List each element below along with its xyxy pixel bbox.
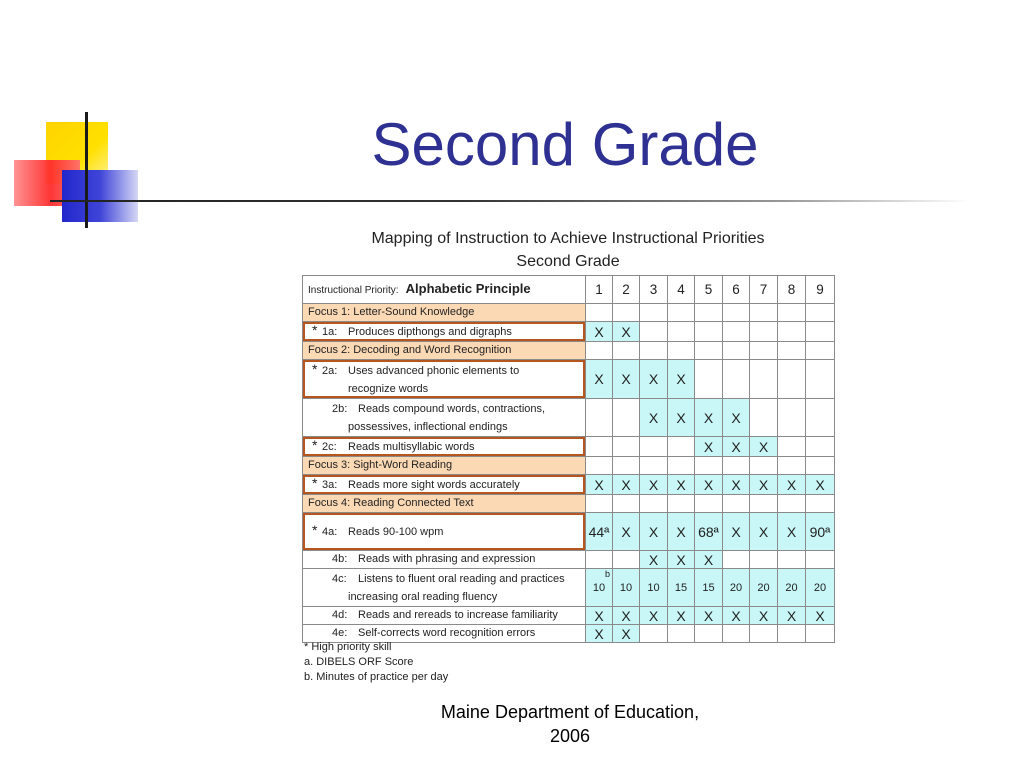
mapping-mark: X (723, 399, 750, 437)
empty-cell (668, 322, 695, 342)
empty-cell (778, 304, 806, 322)
mapping-mark: X (695, 607, 723, 625)
empty-cell (750, 322, 778, 342)
focus-row (303, 457, 835, 475)
mapping-mark: X (668, 551, 695, 569)
score-cell: 20 (750, 569, 778, 607)
empty-cell (723, 495, 750, 513)
mapping-mark: X (695, 551, 723, 569)
header-label: Instructional Priority: (308, 285, 399, 296)
empty-cell (806, 342, 835, 360)
focus-label: Focus 2: Decoding and Word Recognition (303, 342, 586, 360)
skill-label (303, 513, 586, 551)
skill-code: 3a: (322, 479, 338, 491)
skill-label (303, 475, 586, 495)
skill-label (303, 399, 586, 437)
mapping-mark: X (640, 513, 668, 551)
empty-cell (695, 457, 723, 475)
empty-cell (750, 551, 778, 569)
skill-label (303, 551, 586, 569)
mapping-mark: X (613, 360, 640, 399)
empty-cell (806, 625, 835, 643)
skill-row (303, 475, 835, 495)
score-cell: 15 (695, 569, 723, 607)
empty-cell (723, 342, 750, 360)
score-cell: 10 (640, 569, 668, 607)
mapping-mark: X (613, 322, 640, 342)
mapping-mark: X (723, 513, 750, 551)
mapping-mark: X (668, 399, 695, 437)
empty-cell (695, 304, 723, 322)
focus-label: Focus 3: Sight-Word Reading (303, 457, 586, 475)
logo-vertical-line (85, 112, 88, 228)
mapping-mark: X (723, 475, 750, 495)
credit-line-2: 2006 (549, 726, 591, 746)
empty-cell (640, 495, 668, 513)
mapping-mark: X (750, 475, 778, 495)
empty-cell (586, 495, 613, 513)
mapping-mark: X (613, 513, 640, 551)
empty-cell (640, 322, 668, 342)
figure-title: Mapping of Instruction to Achieve Instructional Priorities (371, 230, 765, 247)
slide-title: Second Grade (371, 111, 759, 178)
empty-cell (668, 437, 695, 457)
focus-row (303, 495, 835, 513)
skill-row (303, 607, 835, 625)
empty-cell (806, 360, 835, 399)
score-cell: 20 (723, 569, 750, 607)
empty-cell (613, 342, 640, 360)
skill-label (303, 607, 586, 625)
mapping-mark: X (723, 437, 750, 457)
header-value: Alphabetic Principle (405, 281, 531, 296)
empty-cell (723, 360, 750, 399)
empty-cell (750, 625, 778, 643)
empty-cell (613, 495, 640, 513)
mapping-mark: X (778, 513, 806, 551)
skill-text: Reads and rereads to increase familiarity (358, 609, 558, 621)
empty-cell (750, 399, 778, 437)
skill-text-continued: possessives, inflectional endings (348, 420, 508, 433)
score-cell: 20 (778, 569, 806, 607)
mapping-mark: X (586, 607, 613, 625)
empty-cell (668, 457, 695, 475)
skill-label (303, 360, 586, 399)
empty-cell (778, 437, 806, 457)
empty-cell (586, 304, 613, 322)
empty-cell (778, 495, 806, 513)
empty-cell (586, 457, 613, 475)
empty-cell (640, 457, 668, 475)
column-header-6: 6 (723, 276, 750, 304)
figure-subtitle: Second Grade (516, 253, 620, 270)
priority-star: * (312, 322, 318, 338)
priority-star: * (312, 361, 318, 377)
empty-cell (695, 625, 723, 643)
footnote-marker: b (604, 569, 610, 579)
empty-cell (586, 551, 613, 569)
empty-cell (640, 342, 668, 360)
score-cell: 10 (613, 569, 640, 607)
score-cell: 20 (806, 569, 835, 607)
mapping-mark: X (640, 399, 668, 437)
mapping-mark: X (586, 322, 613, 342)
empty-cell (806, 457, 835, 475)
skill-text: Reads multisyllabic words (348, 441, 475, 453)
mapping-mark: X (613, 625, 640, 643)
empty-cell (723, 322, 750, 342)
mapping-mark: X (586, 360, 613, 399)
note-dibels: a. DIBELS ORF Score (304, 656, 414, 668)
skill-row (303, 322, 835, 342)
column-header-5: 5 (695, 276, 723, 304)
empty-cell (778, 457, 806, 475)
empty-cell (668, 304, 695, 322)
empty-cell (723, 304, 750, 322)
empty-cell (695, 322, 723, 342)
empty-cell (723, 625, 750, 643)
empty-cell (806, 551, 835, 569)
score-cell: 90ª (806, 513, 835, 551)
skill-text: Produces dipthongs and digraphs (348, 326, 512, 338)
skill-text: Reads with phrasing and expression (358, 553, 536, 565)
skill-label (303, 437, 586, 457)
empty-cell (778, 360, 806, 399)
empty-cell (750, 342, 778, 360)
column-header-1: 1 (586, 276, 613, 304)
figure-notes (304, 640, 448, 685)
skill-row (303, 437, 835, 457)
mapping-mark: X (668, 607, 695, 625)
skill-code: 1a: (322, 326, 338, 338)
empty-cell (668, 495, 695, 513)
skill-text-continued: increasing oral reading fluency (348, 590, 498, 603)
empty-cell (586, 399, 613, 437)
mapping-mark: X (586, 475, 613, 495)
empty-cell (613, 457, 640, 475)
empty-cell (613, 437, 640, 457)
mapping-mark: X (750, 607, 778, 625)
empty-cell (778, 551, 806, 569)
skill-label (303, 322, 586, 342)
skill-text: Reads compound words, contractions, (358, 402, 546, 415)
empty-cell (806, 322, 835, 342)
mapping-mark: X (640, 475, 668, 495)
mapping-mark: X (586, 625, 613, 643)
empty-cell (723, 551, 750, 569)
empty-cell (778, 399, 806, 437)
empty-cell (806, 437, 835, 457)
mapping-mark: X (640, 607, 668, 625)
skill-row (303, 360, 835, 399)
empty-cell (750, 495, 778, 513)
title-underline (50, 200, 970, 202)
mapping-mark: X (613, 475, 640, 495)
skill-code: 2a: (322, 365, 338, 377)
focus-label: Focus 1: Letter-Sound Knowledge (303, 304, 586, 322)
column-header-4: 4 (668, 276, 695, 304)
mapping-mark: X (640, 360, 668, 399)
score-cell: 15 (668, 569, 695, 607)
mapping-mark: X (695, 399, 723, 437)
column-header-2: 2 (613, 276, 640, 304)
skill-text: Reads more sight words accurately (348, 479, 520, 491)
column-header-3: 3 (640, 276, 668, 304)
skill-row (303, 513, 835, 551)
note-high-priority: * High priority skill (304, 641, 392, 653)
score-cell: 10 b (586, 569, 613, 607)
empty-cell (640, 304, 668, 322)
source-credit (400, 700, 740, 748)
score-cell: 68ª (695, 513, 723, 551)
empty-cell (723, 457, 750, 475)
logo-blue-square (62, 170, 138, 222)
credit-line-1: Maine Department of Education, (440, 702, 700, 722)
mapping-mark: X (778, 475, 806, 495)
empty-cell (640, 625, 668, 643)
priority-star: * (312, 522, 318, 538)
empty-cell (668, 625, 695, 643)
empty-cell (695, 495, 723, 513)
header-cell (303, 276, 586, 304)
skill-row (303, 551, 835, 569)
mapping-mark: X (695, 475, 723, 495)
mapping-mark: X (668, 360, 695, 399)
empty-cell (695, 360, 723, 399)
mapping-mark: X (806, 475, 835, 495)
skill-text: Self-corrects word recognition errors (358, 627, 536, 639)
skill-text: Uses advanced phonic elements to (348, 365, 520, 377)
empty-cell (640, 437, 668, 457)
skill-text: Reads 90-100 wpm (348, 526, 444, 538)
skill-code: 4a: (322, 526, 338, 538)
mapping-mark: X (778, 607, 806, 625)
skill-code: 4b: (332, 553, 348, 565)
skill-row (303, 569, 835, 607)
skill-text-continued: recognize words (348, 383, 429, 395)
table-header-row (303, 276, 835, 304)
empty-cell (750, 457, 778, 475)
empty-cell (778, 322, 806, 342)
mapping-mark: X (695, 437, 723, 457)
empty-cell (806, 495, 835, 513)
skill-code: 4c: (332, 572, 347, 585)
empty-cell (586, 342, 613, 360)
priority-star: * (312, 437, 318, 453)
skill-code: 4d: (332, 609, 348, 621)
mapping-mark: X (723, 607, 750, 625)
mapping-mark: X (640, 551, 668, 569)
empty-cell (778, 625, 806, 643)
mapping-mark: X (750, 437, 778, 457)
skill-code: 4e: (332, 627, 348, 639)
column-header-7: 7 (750, 276, 778, 304)
column-header-8: 8 (778, 276, 806, 304)
mapping-mark: X (668, 475, 695, 495)
instruction-mapping-table (302, 275, 835, 643)
mapping-mark: X (806, 607, 835, 625)
empty-cell (750, 360, 778, 399)
empty-cell (613, 551, 640, 569)
score-cell: 44ª (586, 513, 613, 551)
empty-cell (668, 342, 695, 360)
focus-row (303, 304, 835, 322)
mapping-mark: X (750, 513, 778, 551)
column-header-9: 9 (806, 276, 835, 304)
skill-code: 2b: (332, 402, 348, 415)
skill-text: Listens to fluent oral reading and practices (358, 572, 565, 585)
focus-label: Focus 4: Reading Connected Text (303, 495, 586, 513)
empty-cell (806, 399, 835, 437)
skill-code: 2c: (322, 441, 337, 453)
skill-label (303, 569, 586, 607)
empty-cell (586, 437, 613, 457)
empty-cell (613, 304, 640, 322)
mapping-mark: X (613, 607, 640, 625)
note-minutes: b. Minutes of practice per day (304, 671, 449, 683)
mapping-mark: X (668, 513, 695, 551)
empty-cell (695, 342, 723, 360)
empty-cell (750, 304, 778, 322)
empty-cell (613, 399, 640, 437)
priority-star: * (312, 475, 318, 491)
empty-cell (806, 304, 835, 322)
skill-row (303, 399, 835, 437)
empty-cell (778, 342, 806, 360)
focus-row (303, 342, 835, 360)
